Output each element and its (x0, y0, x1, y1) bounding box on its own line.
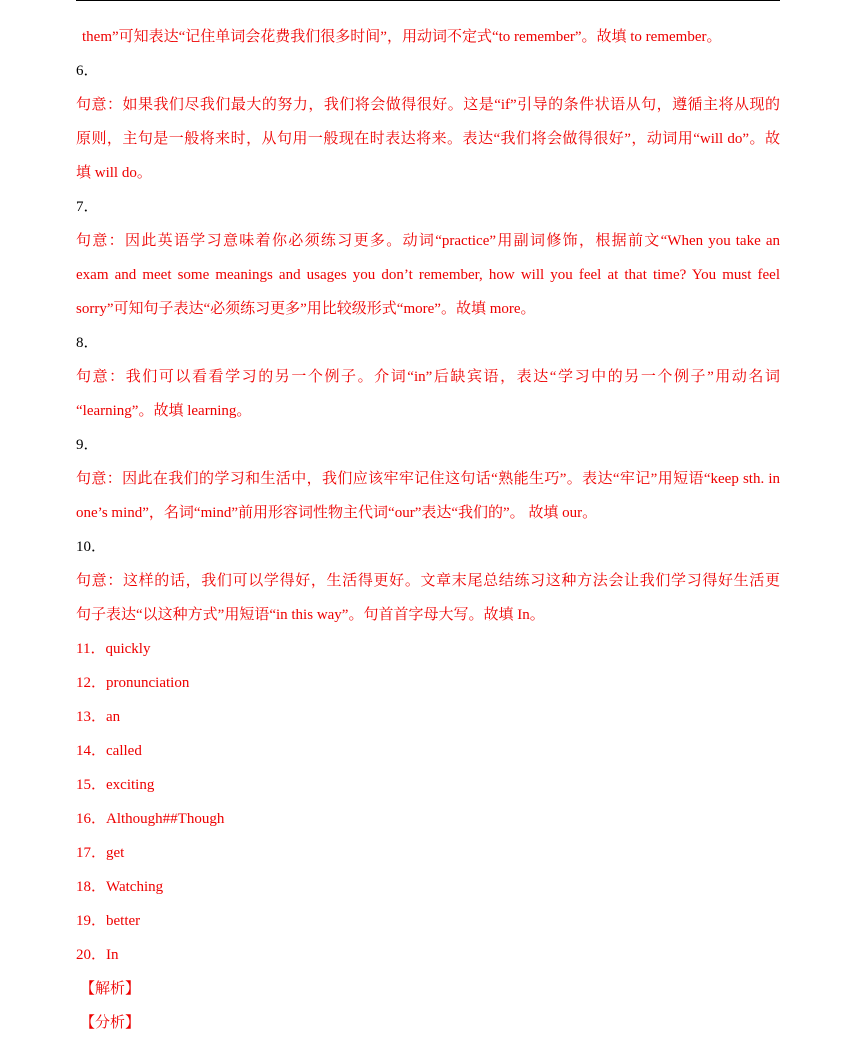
answer-word: quickly (105, 641, 151, 657)
explanation-line: 句意：如果我们尽我们最大的努力，我们将会做得很好。这是“if”引导的条件状语从句，遵循主将从现的 (76, 97, 780, 113)
explanation-line: “learning”。故填 learning。 (76, 403, 252, 419)
answer-number: 13． (76, 709, 107, 725)
answer-list (76, 632, 780, 972)
explanation-line: 句子表达“以这种方式”用短语“in this way”。句首首字母大写。故填 In。 (76, 607, 545, 623)
answer-word: an (106, 709, 121, 725)
answer-item (76, 870, 780, 904)
explanation-line: 句意：这样的话，我们可以学得好，生活得更好。文章末尾总结练习这种方法会让我们学习得好生活更 (76, 573, 780, 589)
breakdown-heading: 【分析】 (80, 1015, 141, 1031)
explanation-line: one’s mind”，名词“mind”前用形容词性物主代词“our”表达“我们的”。 故填 our。 (76, 505, 598, 521)
answer-number: 18． (76, 879, 107, 895)
page-top-rule (76, 0, 780, 1)
answer-word: get (106, 845, 125, 861)
answer-word: better (106, 913, 141, 929)
answer-item (76, 700, 780, 734)
explanation-line: 原则，主句是一般将来时，从句用一般现在时表达将来。表达“我们将会做得很好”，动词用“will do”。故 (76, 131, 780, 147)
explanation-line: them”可知表达“记住单词会花费我们很多时间”，用动词不定式“to remember”。故填 to remember。 (82, 29, 722, 45)
answer-word: Although##Though (106, 811, 225, 827)
answer-number: 15． (76, 777, 107, 793)
item-number: 10． (76, 539, 107, 555)
item-number: 9． (76, 437, 99, 453)
answer-number: 17． (76, 845, 107, 861)
item-number: 8． (76, 335, 99, 351)
explanation-line: 句意：因此英语学习意味着你必须练习更多。动词“practice”用副词修饰，根据前文“When you take an (76, 233, 780, 249)
answer-item (76, 938, 780, 972)
answer-word: pronunciation (106, 675, 190, 691)
answer-item (76, 666, 780, 700)
answer-number: 12． (76, 675, 107, 691)
explanation-line: 句意：我们可以看看学习的另一个例子。介词“in”后缺宾语，表达“学习中的另一个例子”用动名词 (76, 369, 780, 385)
answer-word: exciting (106, 777, 155, 793)
answer-item (76, 632, 780, 666)
answer-item (76, 768, 780, 802)
item-number: 7． (76, 199, 99, 215)
analysis-heading: 【解析】 (80, 981, 141, 997)
answer-item (76, 904, 780, 938)
item-number: 6． (76, 63, 99, 79)
answer-item (76, 836, 780, 870)
answer-word: called (106, 743, 142, 759)
explanation-line: sorry”可知句子表达“必须练习更多”用比较级形式“more”。故填 more。 (76, 301, 536, 317)
answer-word: In (106, 947, 119, 963)
answer-word: Watching (106, 879, 164, 895)
document-page (76, 20, 780, 1040)
answer-number: 14． (76, 743, 107, 759)
answer-number: 16． (76, 811, 107, 827)
explanation-line: 填 will do。 (76, 165, 152, 181)
explanation-line: 句意：因此在我们的学习和生活中，我们应该牢牢记住这句话“熟能生巧”。表达“牢记”用短语“keep sth. in (76, 471, 780, 487)
answer-item (76, 734, 780, 768)
answer-number: 20． (76, 947, 107, 963)
answer-item (76, 802, 780, 836)
explanation-line: exam and meet some meanings and usages you don’t remember, how will you feel at that time? You must feel (76, 267, 780, 283)
answer-number: 11． (76, 641, 106, 657)
answer-number: 19． (76, 913, 107, 929)
explanation-list (76, 20, 780, 632)
